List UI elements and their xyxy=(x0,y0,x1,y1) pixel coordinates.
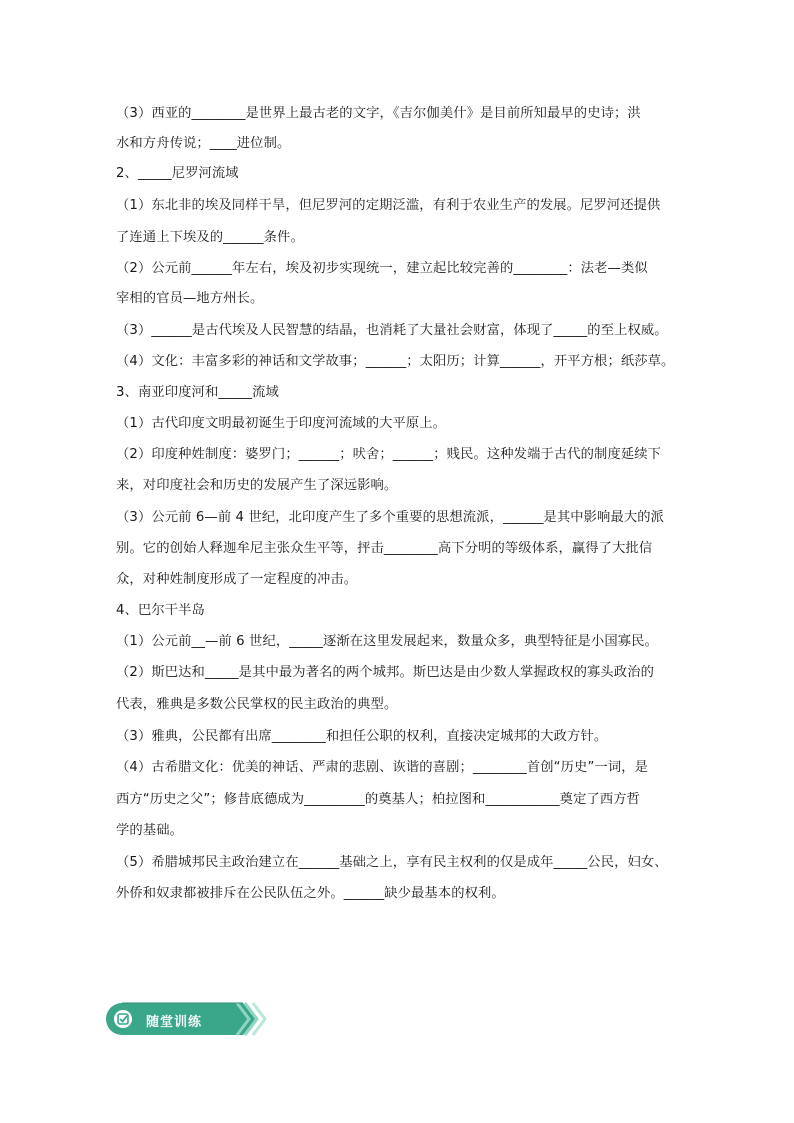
text-line: 众，对种姓制度形成了一定程度的冲击。 xyxy=(116,572,358,587)
text-line: （2）斯巴达和_____是其中最为著名的两个城邦。斯巴达是由少数人掌握政权的寡头政治的 xyxy=(116,665,654,680)
check-icon xyxy=(114,1010,132,1028)
section-heading: 2、_____尼罗河流域 xyxy=(116,166,239,181)
text-line: 代表，雅典是多数公民掌权的民主政治的典型。 xyxy=(116,697,398,712)
text-line: 来，对印度社会和历史的发展产生了深远影响。 xyxy=(116,478,398,493)
section-heading: 3、南亚印度河和_____流域 xyxy=(116,385,279,400)
text-line: （4）文化：丰富多彩的神话和文学故事；______；太阳历；计算______，开平方根；纸莎草。 xyxy=(116,354,675,369)
banner-label: 随堂训练 xyxy=(146,1015,203,1030)
section-heading: 4、巴尔干半岛 xyxy=(116,603,205,618)
text-line: （3）西亚的________是世界上最古老的文字，《吉尔伽美什》是目前所知最早的史诗；洪 xyxy=(116,106,641,121)
text-line: （2）公元前______年左右，埃及初步实现统一，建立起比较完善的________：法老—类似 xyxy=(116,261,648,276)
text-line: （3）公元前 6—前 4 世纪，北印度产生了多个重要的思想流派，______是其中影响最大的派 xyxy=(116,510,665,525)
text-line: 宰相的官员—地方州长。 xyxy=(116,291,264,306)
text-line: 学的基础。 xyxy=(116,823,183,838)
text-line: 西方“历史之父”；修昔底德成为_________的奠基人；柏拉图和___________奠定了西方哲 xyxy=(116,792,641,807)
text-line: （3）雅典，公民都有出席________和担任公职的权利，直接决定城邦的大政方针。 xyxy=(116,729,608,744)
text-line: 水和方舟传说；____进位制。 xyxy=(116,136,291,151)
text-line: （2）印度种姓制度：婆罗门；______；吠舍；______；贱民。这种发端于古代的制度延续下 xyxy=(116,447,662,462)
text-line: （3）______是古代埃及人民智慧的结晶，也消耗了大量社会财富，体现了_____的至上权威。 xyxy=(116,323,668,338)
text-line: （4）古希腊文化：优美的神话、严肃的悲剧、诙谐的喜剧；________首创“历史”一词，是 xyxy=(116,760,649,775)
text-line: 别。它的创始人释迦牟尼主张众生平等，抨击________高下分明的等级体系，赢得了大批信 xyxy=(116,541,653,556)
text-line: （1）东北非的埃及同样干旱，但尼罗河的定期泛滥，有利于农业生产的发展。尼罗河还提供 xyxy=(116,198,661,213)
text-line: （5）希腊城邦民主政治建立在______基础之上，享有民主权利的仅是成年_____公民，妇女、 xyxy=(116,855,668,870)
text-line: 了连通上下埃及的______条件。 xyxy=(116,230,304,245)
text-line: 外侨和奴隶都被排斥在公民队伍之外。______缺少最基本的权利。 xyxy=(116,886,505,901)
text-line: （1）公元前__—前 6 世纪，_____逐渐在这里发展起来，数量众多，典型特征是小国寡民。 xyxy=(116,634,658,649)
text-line: （1）古代印度文明最初诞生于印度河流域的大平原上。 xyxy=(116,416,447,431)
